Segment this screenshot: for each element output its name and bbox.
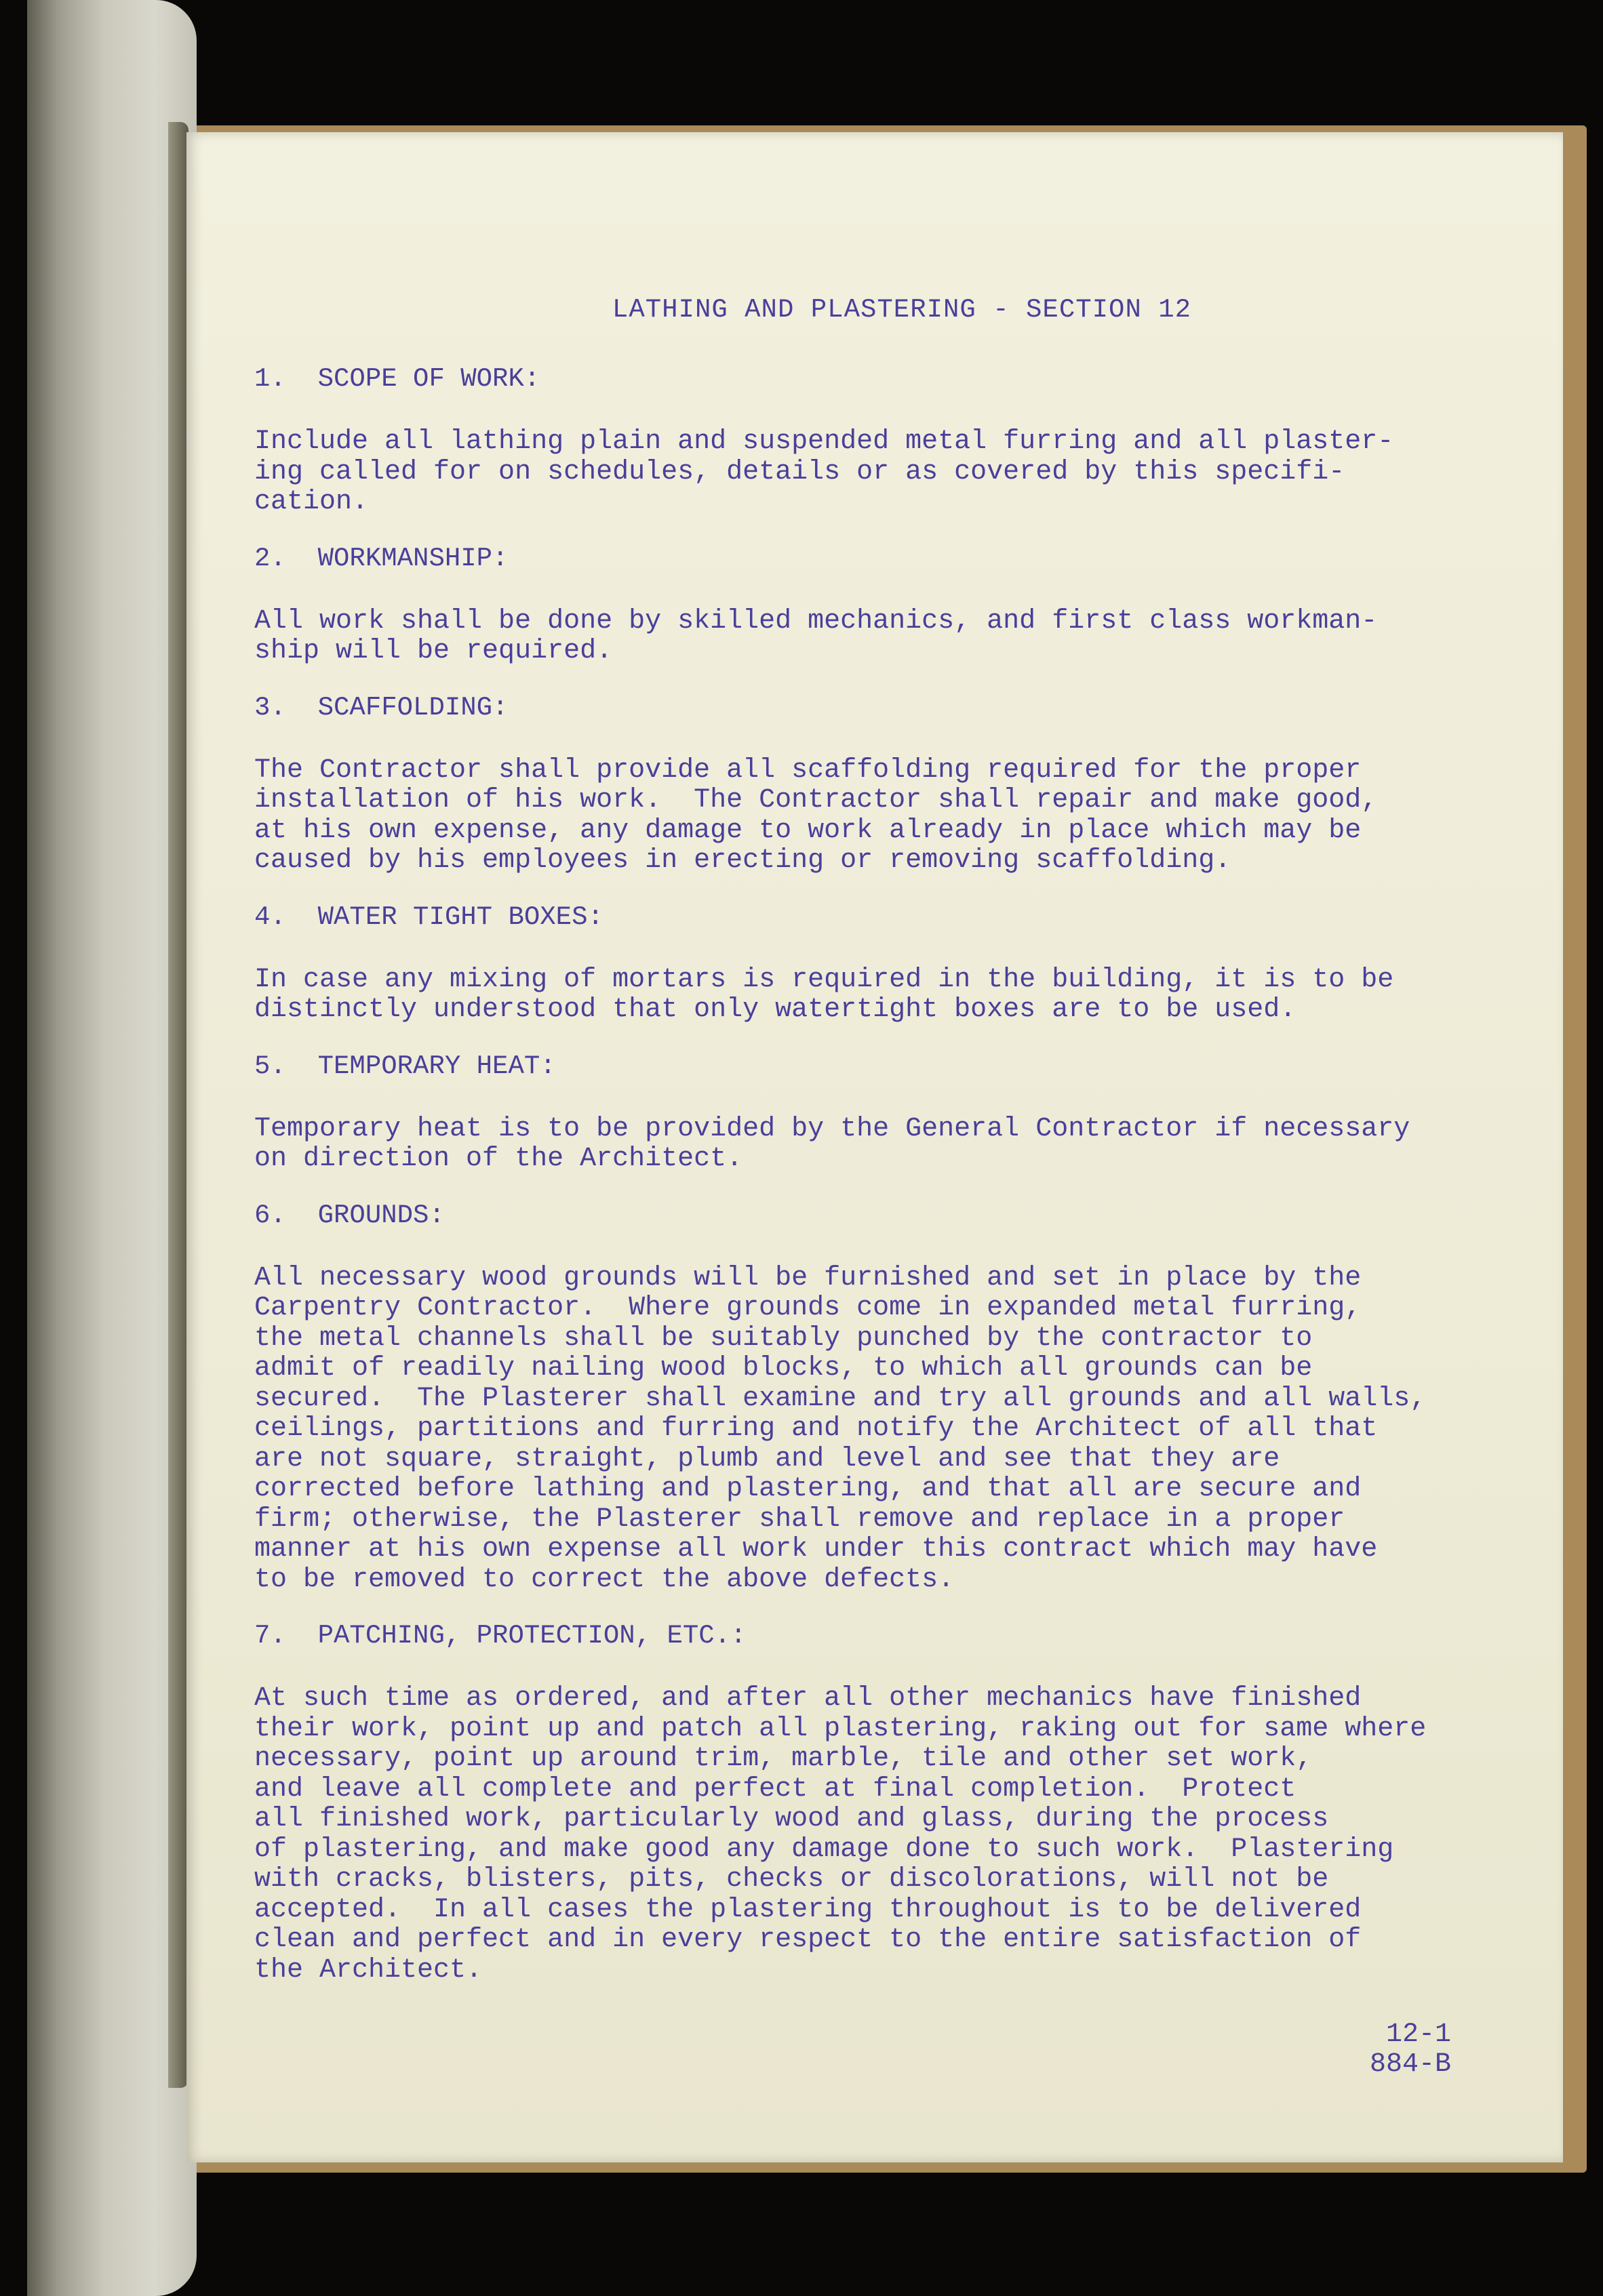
body-line: installation of his work. The Contractor shall repair and make good,: [254, 785, 1378, 815]
body-line: all finished work, particularly wood and glass, during the process: [254, 1804, 1329, 1834]
section-heading: 6. GROUNDS:: [254, 1200, 445, 1230]
body-line: their work, point up and patch all plastering, raking out for same where: [254, 1713, 1427, 1744]
body-line: accepted. In all cases the plastering throughout is to be delivered: [254, 1894, 1362, 1925]
body-line: clean and perfect and in every respect to the entire satisfaction of: [254, 1925, 1362, 1955]
body-line: on direction of the Architect.: [254, 1144, 743, 1174]
body-line: manner at his own expense all work under this contract which may have: [254, 1534, 1378, 1565]
section-heading: 1. SCOPE OF WORK:: [254, 364, 540, 394]
section-scaffolding: [254, 691, 1529, 877]
body-line: Include all lathing plain and suspended metal furring and all plaster-: [254, 426, 1394, 457]
section-grounds: [254, 1199, 1529, 1596]
body-line: The Contractor shall provide all scaffolding required for the proper: [254, 754, 1362, 786]
body-line: In case any mixing of mortars is required in the building, it is to be: [254, 964, 1394, 995]
body-line: to be removed to correct the above defects.: [254, 1564, 955, 1595]
body-line: All necessary wood grounds will be furnished and set in place by the: [254, 1262, 1362, 1293]
section-heading: 4. WATER TIGHT BOXES:: [254, 902, 603, 932]
section-body: [254, 965, 1529, 1026]
body-line: are not square, straight, plumb and level and see that they are: [254, 1443, 1280, 1474]
section-heading: 7. PATCHING, PROTECTION, ETC.:: [254, 1621, 747, 1651]
body-line: corrected before lathing and plastering, and that all are secure and: [254, 1474, 1362, 1504]
section-body: [254, 1114, 1529, 1175]
body-line: at his own expense, any damage to work already in place which may be: [254, 815, 1362, 846]
body-line: firm; otherwise, the Plasterer shall remove and replace in a proper: [254, 1504, 1345, 1535]
body-line: ing called for on schedules, details or as covered by this specifi-: [254, 456, 1345, 487]
section-temporary-heat: [254, 1050, 1529, 1175]
body-line: necessary, point up around trim, marble, tile and other set work,: [254, 1744, 1313, 1774]
body-line: distinctly understood that only watertight boxes are to be used.: [254, 994, 1297, 1025]
body-line: Carpentry Contractor. Where grounds come in expanded metal furring,: [254, 1293, 1362, 1323]
page-number: 12-1: [1386, 2019, 1452, 2050]
section-body: [254, 607, 1529, 667]
body-line: with cracks, blisters, pits, checks or discolorations, will not be: [254, 1864, 1329, 1895]
section-body: [254, 1684, 1529, 1986]
section-patching-protection: [254, 1619, 1529, 1986]
body-line: caused by his employees in erecting or removing scaffolding.: [254, 845, 1231, 876]
typed-page: [186, 132, 1563, 2162]
section-heading: 3. SCAFFOLDING:: [254, 692, 509, 723]
body-line: secured. The Plasterer shall examine and try all grounds and all walls,: [254, 1383, 1427, 1414]
section-water-tight-boxes: [254, 901, 1529, 1026]
body-line: ship will be required.: [254, 636, 613, 666]
body-line: At such time as ordered, and after all other mechanics have finished: [254, 1683, 1362, 1714]
section-body: [254, 427, 1529, 518]
body-line: the metal channels shall be suitably punched by the contractor to: [254, 1323, 1313, 1354]
page-binding-shadow: [168, 122, 189, 2088]
section-heading: 5. TEMPORARY HEAT:: [254, 1051, 556, 1081]
section-scope-of-work: [254, 363, 1529, 518]
body-line: admit of readily nailing wood blocks, to which all grounds can be: [254, 1353, 1313, 1384]
body-line: cation.: [254, 487, 369, 517]
page-title: LATHING AND PLASTERING - SECTION 12: [612, 295, 1192, 325]
section-body: [254, 1264, 1529, 1596]
section-body: [254, 756, 1529, 877]
body-line: and leave all complete and perfect at final completion. Protect: [254, 1773, 1297, 1805]
section-heading: 2. WORKMANSHIP:: [254, 543, 509, 573]
document-code: 884-B: [1370, 2049, 1452, 2080]
body-line: All work shall be done by skilled mechanics, and first class workman-: [254, 605, 1378, 637]
section-workmanship: [254, 542, 1529, 667]
page-footer: [1370, 2020, 1451, 2080]
body-line: the Architect.: [254, 1954, 483, 1986]
body-line: ceilings, partitions and furring and notify the Architect of all that: [254, 1413, 1378, 1444]
body-line: Temporary heat is to be provided by the General Contractor if necessary: [254, 1113, 1410, 1144]
body-line: of plastering, and make good any damage done to such work. Plastering: [254, 1834, 1394, 1865]
section-list: [254, 363, 1529, 2010]
